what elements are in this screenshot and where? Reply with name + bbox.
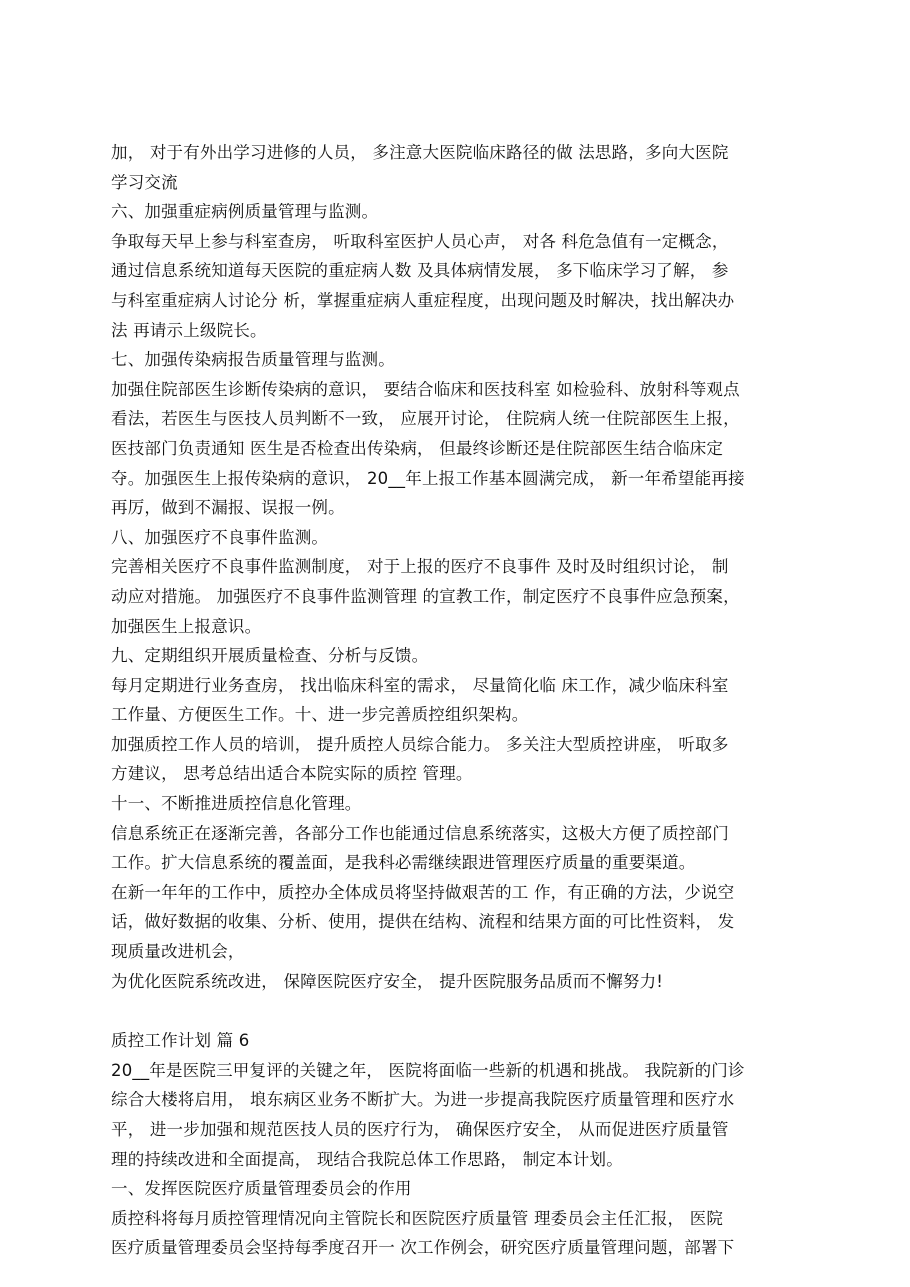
section-heading-6: 六、加强重症病例质量管理与监测。 (111, 202, 379, 222)
text-line: 法 再请示上级院长。 (111, 320, 267, 340)
text-line: 医技部门负责通知 医生是否检查出传染病， 但最终诊断还是住院部医生结合临床定 (111, 438, 724, 458)
section-heading-8: 八、加强医疗不良事件监测。 (111, 527, 329, 547)
text-line: 夺。加强医生上报传染病的意识， 20__年上报工作基本圆满完成， 新一年希望能再接 (111, 468, 745, 488)
plan-title: 质控工作计划 篇 6 (111, 1031, 250, 1051)
paragraph-gap (111, 996, 801, 1026)
section-heading-7: 七、加强传染病报告质量管理与监测。 (111, 350, 395, 370)
text-line: 每月定期进行业务查房， 找出临床科室的需求， 尽量简化临 床工作，减少临床科室 (111, 675, 729, 695)
section-heading-11: 十一、不断推进质控信息化管理。 (111, 794, 362, 814)
text-line: 工作量、方便医生工作。十、进一步完善质控组织架构。 (111, 705, 529, 725)
text-line: 完善相关医疗不良事件监测制度， 对于上报的医疗不良事件 及时及时组织讨论， 制 (111, 557, 729, 577)
text-line: 话，做好数据的收集、分析、使用，提供在结构、流程和结果方面的可比性资料， 发 (111, 912, 735, 932)
document-body (111, 138, 801, 1263)
text-line: 学习交流 (111, 172, 178, 192)
text-line: 信息系统正在逐渐完善，各部分工作也能通过信息系统落实，这极大方便了质控部门 (111, 823, 729, 843)
text-line: 质控科将每月质控管理情况向主管院长和医院医疗质量管 理委员会主任汇报， 医院 (111, 1208, 724, 1228)
text-line: 为优化医院系统改进， 保障医院医疗安全， 提升医院服务品质而不懈努力! (111, 971, 664, 991)
text-line: 现质量改进机会， (111, 942, 245, 962)
text-line: 综合大楼将启用， 埌东病区业务不断扩大。为进一步提高我院医疗质量管理和医疗水 (111, 1090, 735, 1110)
text-line: 与科室重症病人讨论分 析，掌握重症病人重症程度，出现问题及时解决，找出解决办 (111, 290, 735, 310)
text-line: 看法，若医生与医技人员判断不一致， 应展开讨论， 住院病人统一住院部医生上报， (111, 409, 740, 429)
text-line: 理的持续改进和全面提高， 现结合我院总体工作思路， 制定本计划。 (111, 1149, 623, 1169)
text-line: 在新一年年的工作中，质控办全体成员将坚持做艰苦的工 作，有正确的方法，少说空 (111, 882, 735, 902)
text-line: 动应对措施。 加强医疗不良事件监测管理 的宣教工作，制定医疗不良事件应急预案， (111, 586, 740, 606)
text-line: 加强质控工作人员的培训， 提升质控人员综合能力。 多关注大型质控讲座， 听取多 (111, 734, 729, 754)
text-line: 通过信息系统知道每天医院的重症病人数 及具体病情发展， 多下临床学习了解， 参 (111, 261, 729, 281)
text-line: 平， 进一步加强和规范医技人员的医疗行为， 确保医疗安全， 从而促进医疗质量管 (111, 1120, 729, 1139)
text-line: 再厉，做到不漏报、误报一例。 (111, 498, 345, 518)
text-line: 20__年是医院三甲复评的关键之年， 医院将面临一些新的机遇和挑战。 我院新的门诊 (111, 1060, 745, 1080)
text-line: 争取每天早上参与科室查房， 听取科室医护人员心声， 对各 科危急值有一定概念， (111, 231, 729, 251)
text-line: 加强医生上报意识。 (111, 616, 262, 636)
text-line: 方建议， 思考总结出适合本院实际的质控 管理。 (111, 764, 473, 784)
section-heading-1: 一、发挥医院医疗质量管理委员会的作用 (111, 1179, 412, 1199)
text-line: 加， 对于有外出学习进修的人员， 多注意大医院临床路径的做 法思路，多向大医院 (111, 143, 729, 162)
section-heading-9: 九、定期组织开展质量检查、分析与反馈。 (111, 646, 429, 666)
text-line: 加强住院部医生诊断传染病的意识， 要结合临床和医技科室 如检验科、放射科等观点 (111, 379, 740, 399)
text-line: 工作。扩大信息系统的覆盖面，是我科必需继续跟进管理医疗质量的重要渠道。 (111, 853, 696, 873)
text-line: 医疗质量管理委员会坚持每季度召开一 次工作例会，研究医疗质量管理问题，部署下 (111, 1238, 735, 1258)
